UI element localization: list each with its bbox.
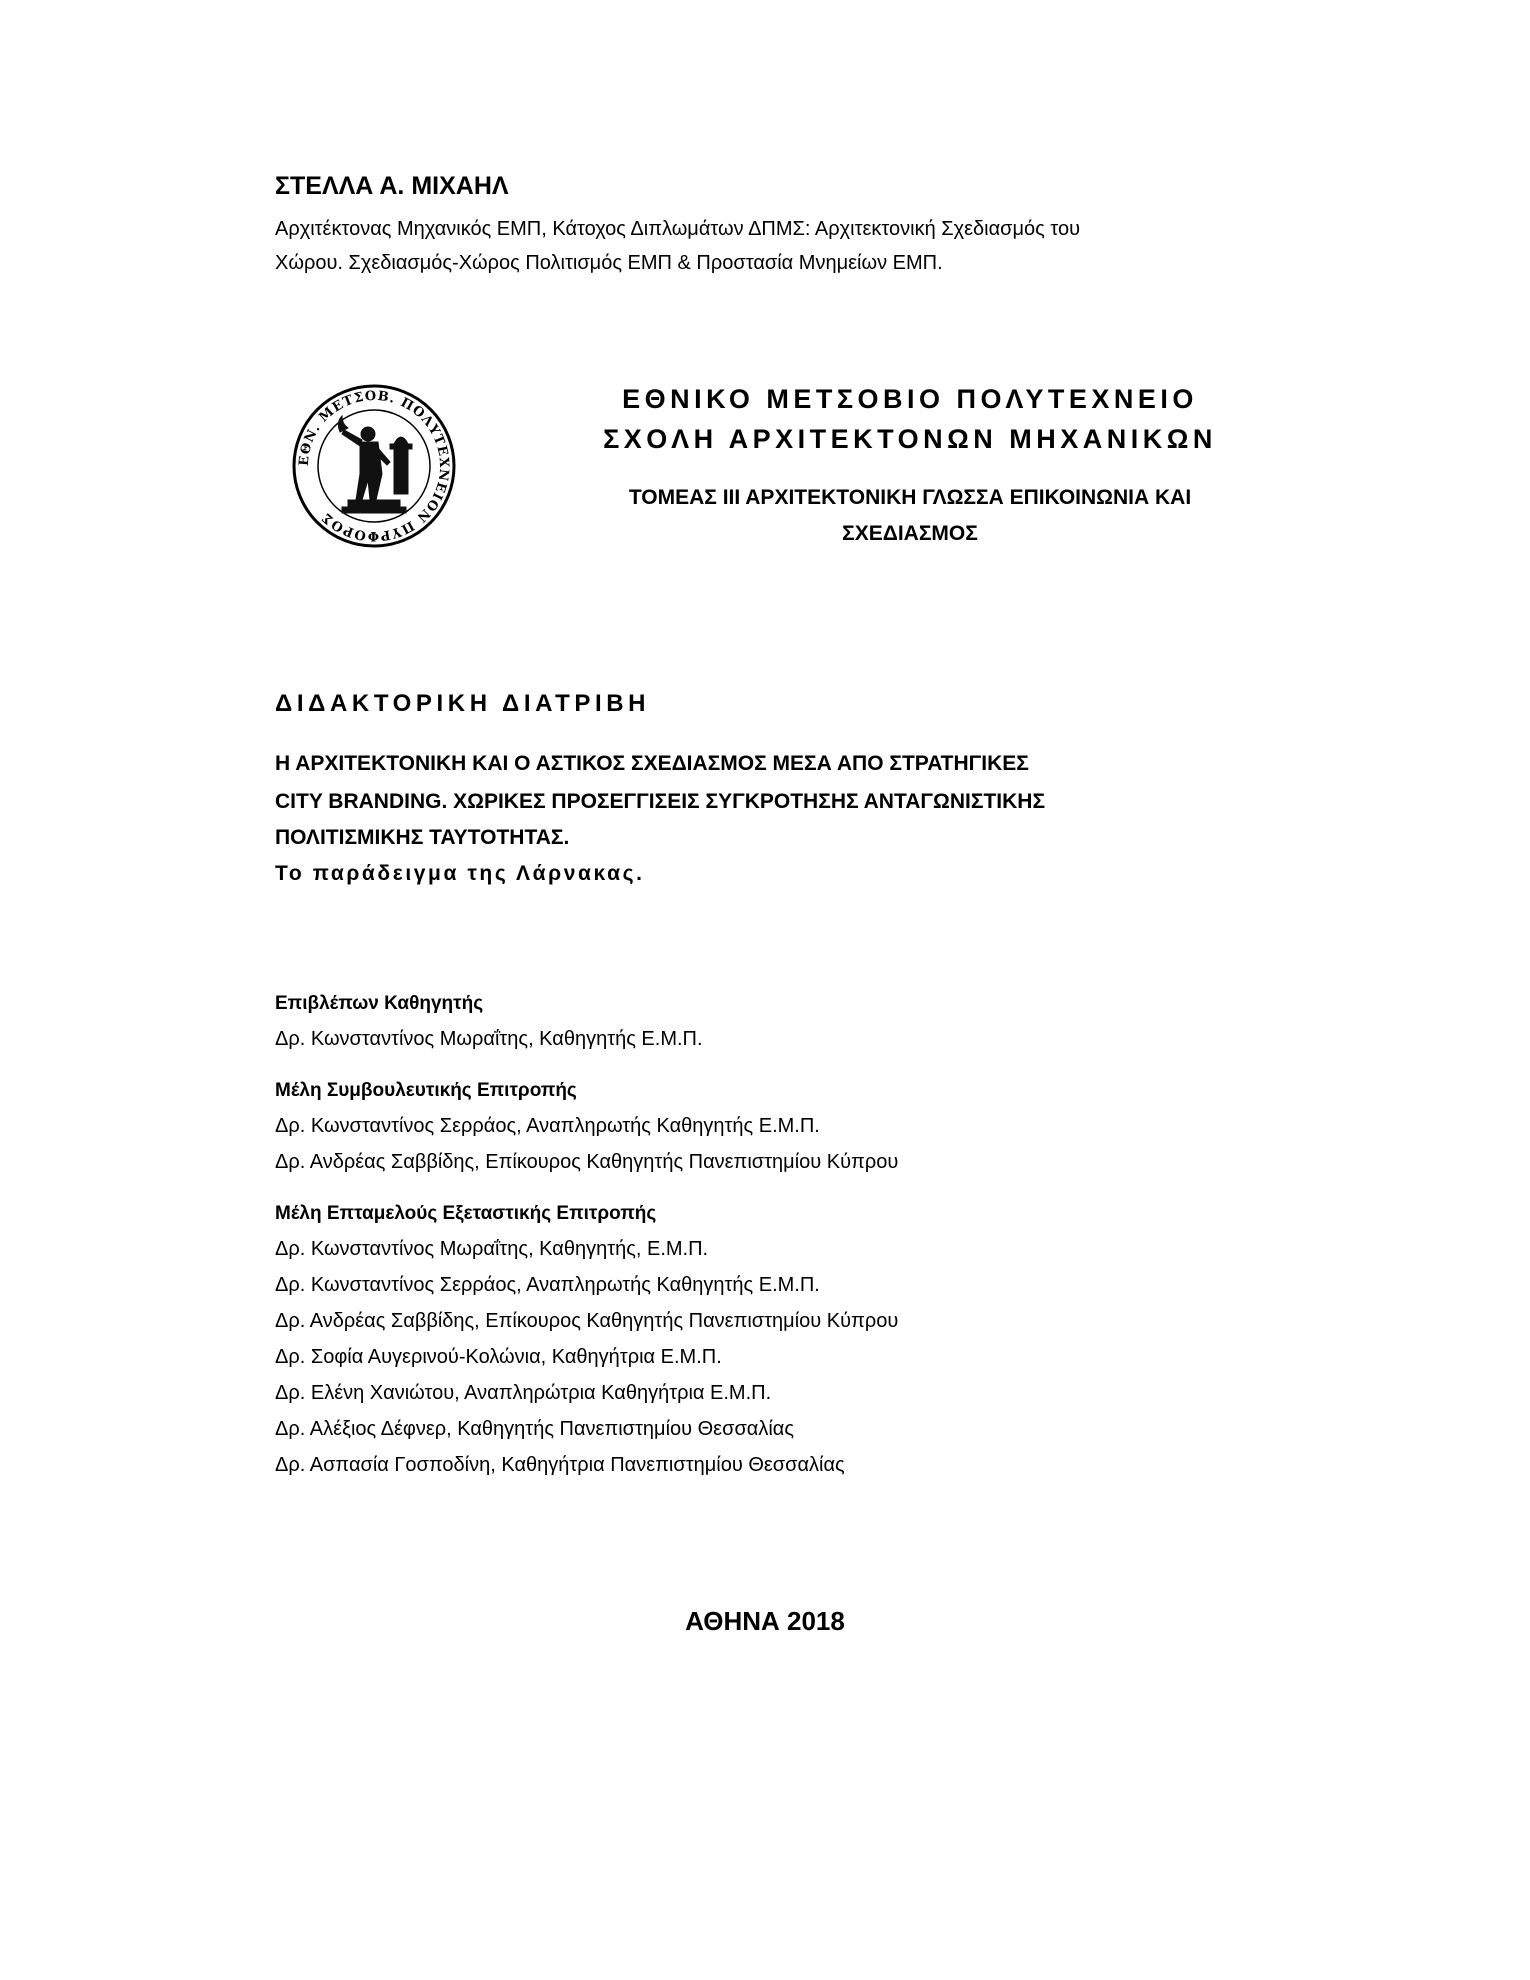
department-line-1: ΤΟΜΕΑΣ ΙΙΙ ΑΡΧΙΤΕΚΤΟΝΙΚΗ ΓΛΩΣΣΑ ΕΠΙΚΟΙΝΩΝΙΑ ΚΑΙ: [628, 486, 1192, 509]
place-year: ΑΘΗΝΑ 2018: [685, 1606, 845, 1636]
examining-member: Δρ. Αλέξιος Δέφνερ, Καθηγητής Πανεπιστημίου Θεσσαλίας: [275, 1418, 794, 1440]
advisory-heading: Μέλη Συμβουλευτικής Επιτροπής: [275, 1080, 577, 1101]
examining-heading: Μέλη Επταμελούς Εξεταστικής Επιτροπής: [275, 1203, 657, 1224]
thesis-subtitle: Το παράδειγμα της Λάρνακας.: [275, 862, 645, 885]
examining-member: Δρ. Κωνσταντίνος Σερράος, Αναπληρωτής Καθηγητής Ε.Μ.Π.: [275, 1274, 820, 1296]
university-seal-icon: [290, 382, 458, 550]
thesis-kind: ΔΙΔΑΚΤΟΡΙΚΗ ΔΙΑΤΡΙΒΗ: [275, 690, 651, 717]
thesis-title-line-3: ΠΟΛΙΤΙΣΜΙΚΗΣ ΤΑΥΤΟΤΗΤΑΣ.: [275, 826, 570, 849]
thesis-title-line-1: Η ΑΡΧΙΤΕΚΤΟΝΙΚΗ ΚΑΙ Ο ΑΣΤΙΚΟΣ ΣΧΕΔΙΑΣΜΟΣ ΜΕΣΑ ΑΠΟ ΣΤΡΑΤΗΓΙΚΕΣ: [275, 752, 1029, 775]
author-credentials-line-1: Αρχιτέκτονας Μηχανικός ΕΜΠ, Κάτοχος Διπλωμάτων ΔΠΜΣ: Αρχιτεκτονική Σχεδιασμός του: [275, 218, 1081, 240]
examining-member: Δρ. Ελένη Χανιώτου, Αναπληρώτρια Καθηγήτρια Ε.Μ.Π.: [275, 1382, 772, 1404]
university-name: ΕΘΝΙΚΟ ΜΕΤΣΟΒΙΟ ΠΟΛΥΤΕΧΝΕΙΟ: [622, 384, 1198, 414]
department-line-2: ΣΧΕΔΙΑΣΜΟΣ: [842, 522, 978, 545]
examining-member: Δρ. Ανδρέας Σαββίδης, Επίκουρος Καθηγητής Πανεπιστημίου Κύπρου: [275, 1310, 899, 1332]
thesis-title-line-2: CITY BRANDING. ΧΩΡΙΚΕΣ ΠΡΟΣΕΓΓΙΣΕΙΣ ΣΥΓΚΡΟΤΗΣΗΣ ΑΝΤΑΓΩΝΙΣΤΙΚΗΣ: [275, 790, 1046, 813]
author-credentials-line-2: Χώρου. Σχεδιασμός-Χώρος Πολιτισμός ΕΜΠ & Προστασία Μνημείων ΕΜΠ.: [275, 252, 943, 274]
supervisor-heading: Επιβλέπων Καθηγητής: [275, 993, 484, 1014]
examining-member: Δρ. Σοφία Αυγερινού-Κολώνια, Καθηγήτρια Ε.Μ.Π.: [275, 1346, 722, 1368]
school-name: ΣΧΟΛΗ ΑΡΧΙΤΕΚΤΟΝΩΝ ΜΗΧΑΝΙΚΩΝ: [603, 424, 1217, 454]
examining-member: Δρ. Κωνσταντίνος Μωραΐτης, Καθηγητής, Ε.Μ.Π.: [275, 1238, 709, 1260]
author-name: ΣΤΕΛΛΑ Α. ΜΙΧΑΗΛ: [275, 172, 509, 200]
svg-text:ΕΘΝ. ΜΕΤΣΟΒ. ΠΟΛΥΤΕΧΝΕΙΟΝ ΠΥΡΦ: ΕΘΝ. ΜΕΤΣΟΒ. ΠΟΛΥΤΕΧΝΕΙΟΝ ΠΥΡΦΟΡΟΣ: [296, 388, 452, 544]
advisory-member: Δρ. Κωνσταντίνος Σερράος, Αναπληρωτής Καθηγητής Ε.Μ.Π.: [275, 1115, 820, 1137]
advisory-member: Δρ. Ανδρέας Σαββίδης, Επίκουρος Καθηγητής Πανεπιστημίου Κύπρου: [275, 1151, 899, 1173]
supervisor-member: Δρ. Κωνσταντίνος Μωραΐτης, Καθηγητής Ε.Μ.Π.: [275, 1028, 703, 1050]
examining-member: Δρ. Ασπασία Γοσποδίνη, Καθηγήτρια Πανεπιστημίου Θεσσαλίας: [275, 1454, 845, 1476]
